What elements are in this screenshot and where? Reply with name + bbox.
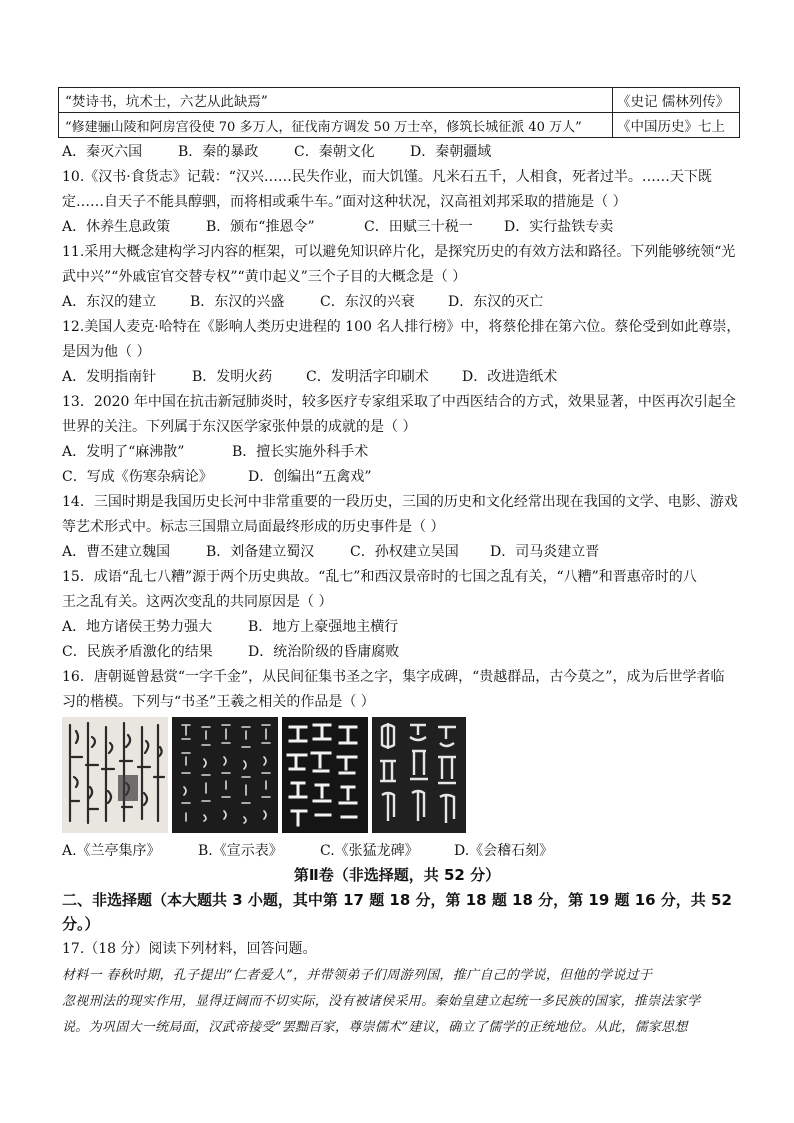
volume-title: 第Ⅱ卷（非选择题，共 52 分） (293, 866, 501, 884)
q13-option-c[interactable]: C．写成《伤寒杂病论》 (62, 469, 213, 485)
q17-stem: 17.（18 分）阅读下列材料，回答问题。 (62, 941, 317, 957)
material-line2: 忽视刑法的现实作用，显得迂阔而不切实际，没有被诸侯采用。秦始皇建立起统一多民族的国家，推崇法家学 (62, 994, 701, 1009)
table-quote: “焚诗书，坑术士，六艺从此缺焉” (59, 88, 613, 113)
calligraphy-image-a (62, 717, 168, 833)
q12-option-c[interactable]: C．发明活字印刷术 (306, 369, 429, 385)
q12-option-b[interactable]: B．发明火药 (192, 369, 273, 385)
q11-stem-line2: 武中兴”“外戚宦官交替专权”“黄巾起义”三个子目的大概念是（ ） (62, 269, 467, 285)
section-title-line1: 二、非选择题（本大题共 3 小题，其中第 17 题 18 分，第 18 题 18 分，第 19 题 16 分，共 52 (62, 891, 732, 909)
q10-option-d[interactable]: D．实行盐铁专卖 (504, 219, 614, 235)
q13-option-a[interactable]: A．发明了“麻沸散” (62, 444, 185, 460)
table-quote: “修建骊山陵和阿房宫役使 70 多万人，征伐南方调发 50 万士卒，修筑长城征派 40 万人” (59, 113, 613, 138)
q16-option-d[interactable]: D.《会稽石刻》 (454, 843, 554, 859)
q14-option-a[interactable]: A．曹丕建立魏国 (62, 544, 171, 560)
q10-option-b[interactable]: B．颁布“推恩令” (206, 219, 315, 235)
q12-option-a[interactable]: A．发明指南针 (62, 369, 157, 385)
q10-option-c[interactable]: C．田赋三十税一 (364, 219, 473, 235)
q9-option-d[interactable]: D．秦朝疆域 (410, 144, 492, 160)
table-source: 《中国历史》七上 (613, 113, 740, 138)
q9-option-c[interactable]: C．秦朝文化 (294, 144, 375, 160)
q14-option-c[interactable]: C．孙权建立吴国 (350, 544, 459, 560)
material-line1: 材料一 春秋时期，孔子提出“仁者爱人”，并带领弟子们周游列国，推广自己的学说，但他的学说过于 (62, 968, 653, 983)
q14-option-d[interactable]: D．司马炎建立晋 (490, 544, 600, 560)
q9-option-b[interactable]: B．秦的暴政 (178, 144, 259, 160)
q12-stem-line1: 12.美国人麦克·哈特在《影响人类历史进程的 100 名人排行榜》中，将蔡伦排在第六位。蔡伦受到如此尊崇， (62, 319, 741, 335)
q15-option-b[interactable]: B．地方上豪强地主横行 (248, 619, 399, 635)
q15-option-d[interactable]: D．统治阶级的昏庸腐败 (248, 644, 400, 660)
q16-stem-line2: 习的楷模。下列与“书圣”王羲之相关的作品是（ ） (62, 694, 375, 710)
q14-stem-line1: 14．三国时期是我国历史长河中非常重要的一段历史，三国的历史和文化经常出现在我国的文学、电影、游戏 (62, 494, 738, 510)
table-source: 《史记 儒林列传》 (613, 88, 740, 113)
q13-stem-line1: 13．2020 年中国在抗击新冠肺炎时，较多医疗专家组采取了中西医结合的方式，效果显著，中医再次引起全 (62, 394, 736, 410)
q15-option-a[interactable]: A．地方诸侯王势力强大 (62, 619, 213, 635)
table-row (59, 88, 740, 113)
source-table (58, 87, 740, 138)
q12-stem-line2: 是因为他（ ） (62, 344, 151, 360)
q11-option-a[interactable]: A．东汉的建立 (62, 294, 157, 310)
q11-option-b[interactable]: B．东汉的兴盛 (190, 294, 285, 310)
table-row (59, 113, 740, 138)
q15-option-c[interactable]: C．民族矛盾激化的结果 (62, 644, 213, 660)
q10-stem-line1: 10.《汉书·食货志》记载：“汉兴……民失作业，而大饥馑。凡米石五千，人相食，死者过半。……天下既 (62, 169, 712, 185)
calligraphy-image-b (172, 717, 278, 833)
q16-stem-line1: 16．唐朝诞曾悬赏“一字千金”，从民间征集书圣之字，集字成碑，“贵越群品，古今莫之”，成为后世学者临 (62, 669, 725, 685)
q10-stem-line2: 定……自天子不能具醇驷，而将相或乘牛车。”面对这种状况，汉高祖刘邦采取的措施是（ ） (62, 194, 627, 210)
q13-option-d[interactable]: D．创编出“五禽戏” (248, 469, 372, 485)
q16-option-b[interactable]: B.《宣示表》 (198, 843, 283, 859)
q15-stem-line1: 15．成语“乱七八糟”源于两个历史典故。“乱七”和西汉景帝时的七国之乱有关，“八糟”和晋惠帝时的八 (62, 569, 697, 585)
q11-option-d[interactable]: D．东汉的灭亡 (448, 294, 544, 310)
q15-stem-line2: 王之乱有关。这两次变乱的共同原因是（ ） (62, 594, 333, 610)
q13-option-b[interactable]: B．擅长实施外科手术 (232, 444, 369, 460)
section-title-line2: 分。） (62, 915, 100, 933)
q11-stem-line1: 11.采用大概念建构学习内容的框架，可以避免知识碎片化，是探究历史的有效方法和路径。下列能够统领“光 (62, 244, 736, 260)
material-line3: 说。为巩固大一统局面，汉武帝接受“罢黜百家，尊崇儒术”建议，确立了儒学的正统地位。从此，儒家思想 (62, 1020, 688, 1035)
q12-option-d[interactable]: D．改进造纸术 (462, 369, 558, 385)
q16-option-a[interactable]: A.《兰亭集序》 (62, 843, 161, 859)
q10-option-a[interactable]: A．休养生息政策 (62, 219, 171, 235)
q11-option-c[interactable]: C．东汉的兴衰 (320, 294, 415, 310)
q9-option-a[interactable]: A．秦灭六国 (62, 144, 143, 160)
q16-option-c[interactable]: C.《张猛龙碑》 (320, 843, 419, 859)
q13-stem-line2: 世界的关注。下列属于东汉医学家张仲景的成就的是（ ） (62, 419, 417, 435)
q14-stem-line2: 等艺术形式中。标志三国鼎立局面最终形成的历史事件是（ ） (62, 519, 445, 535)
calligraphy-image-c (282, 717, 368, 833)
q14-option-b[interactable]: B．刘备建立蜀汉 (206, 544, 315, 560)
calligraphy-image-d (372, 717, 466, 833)
